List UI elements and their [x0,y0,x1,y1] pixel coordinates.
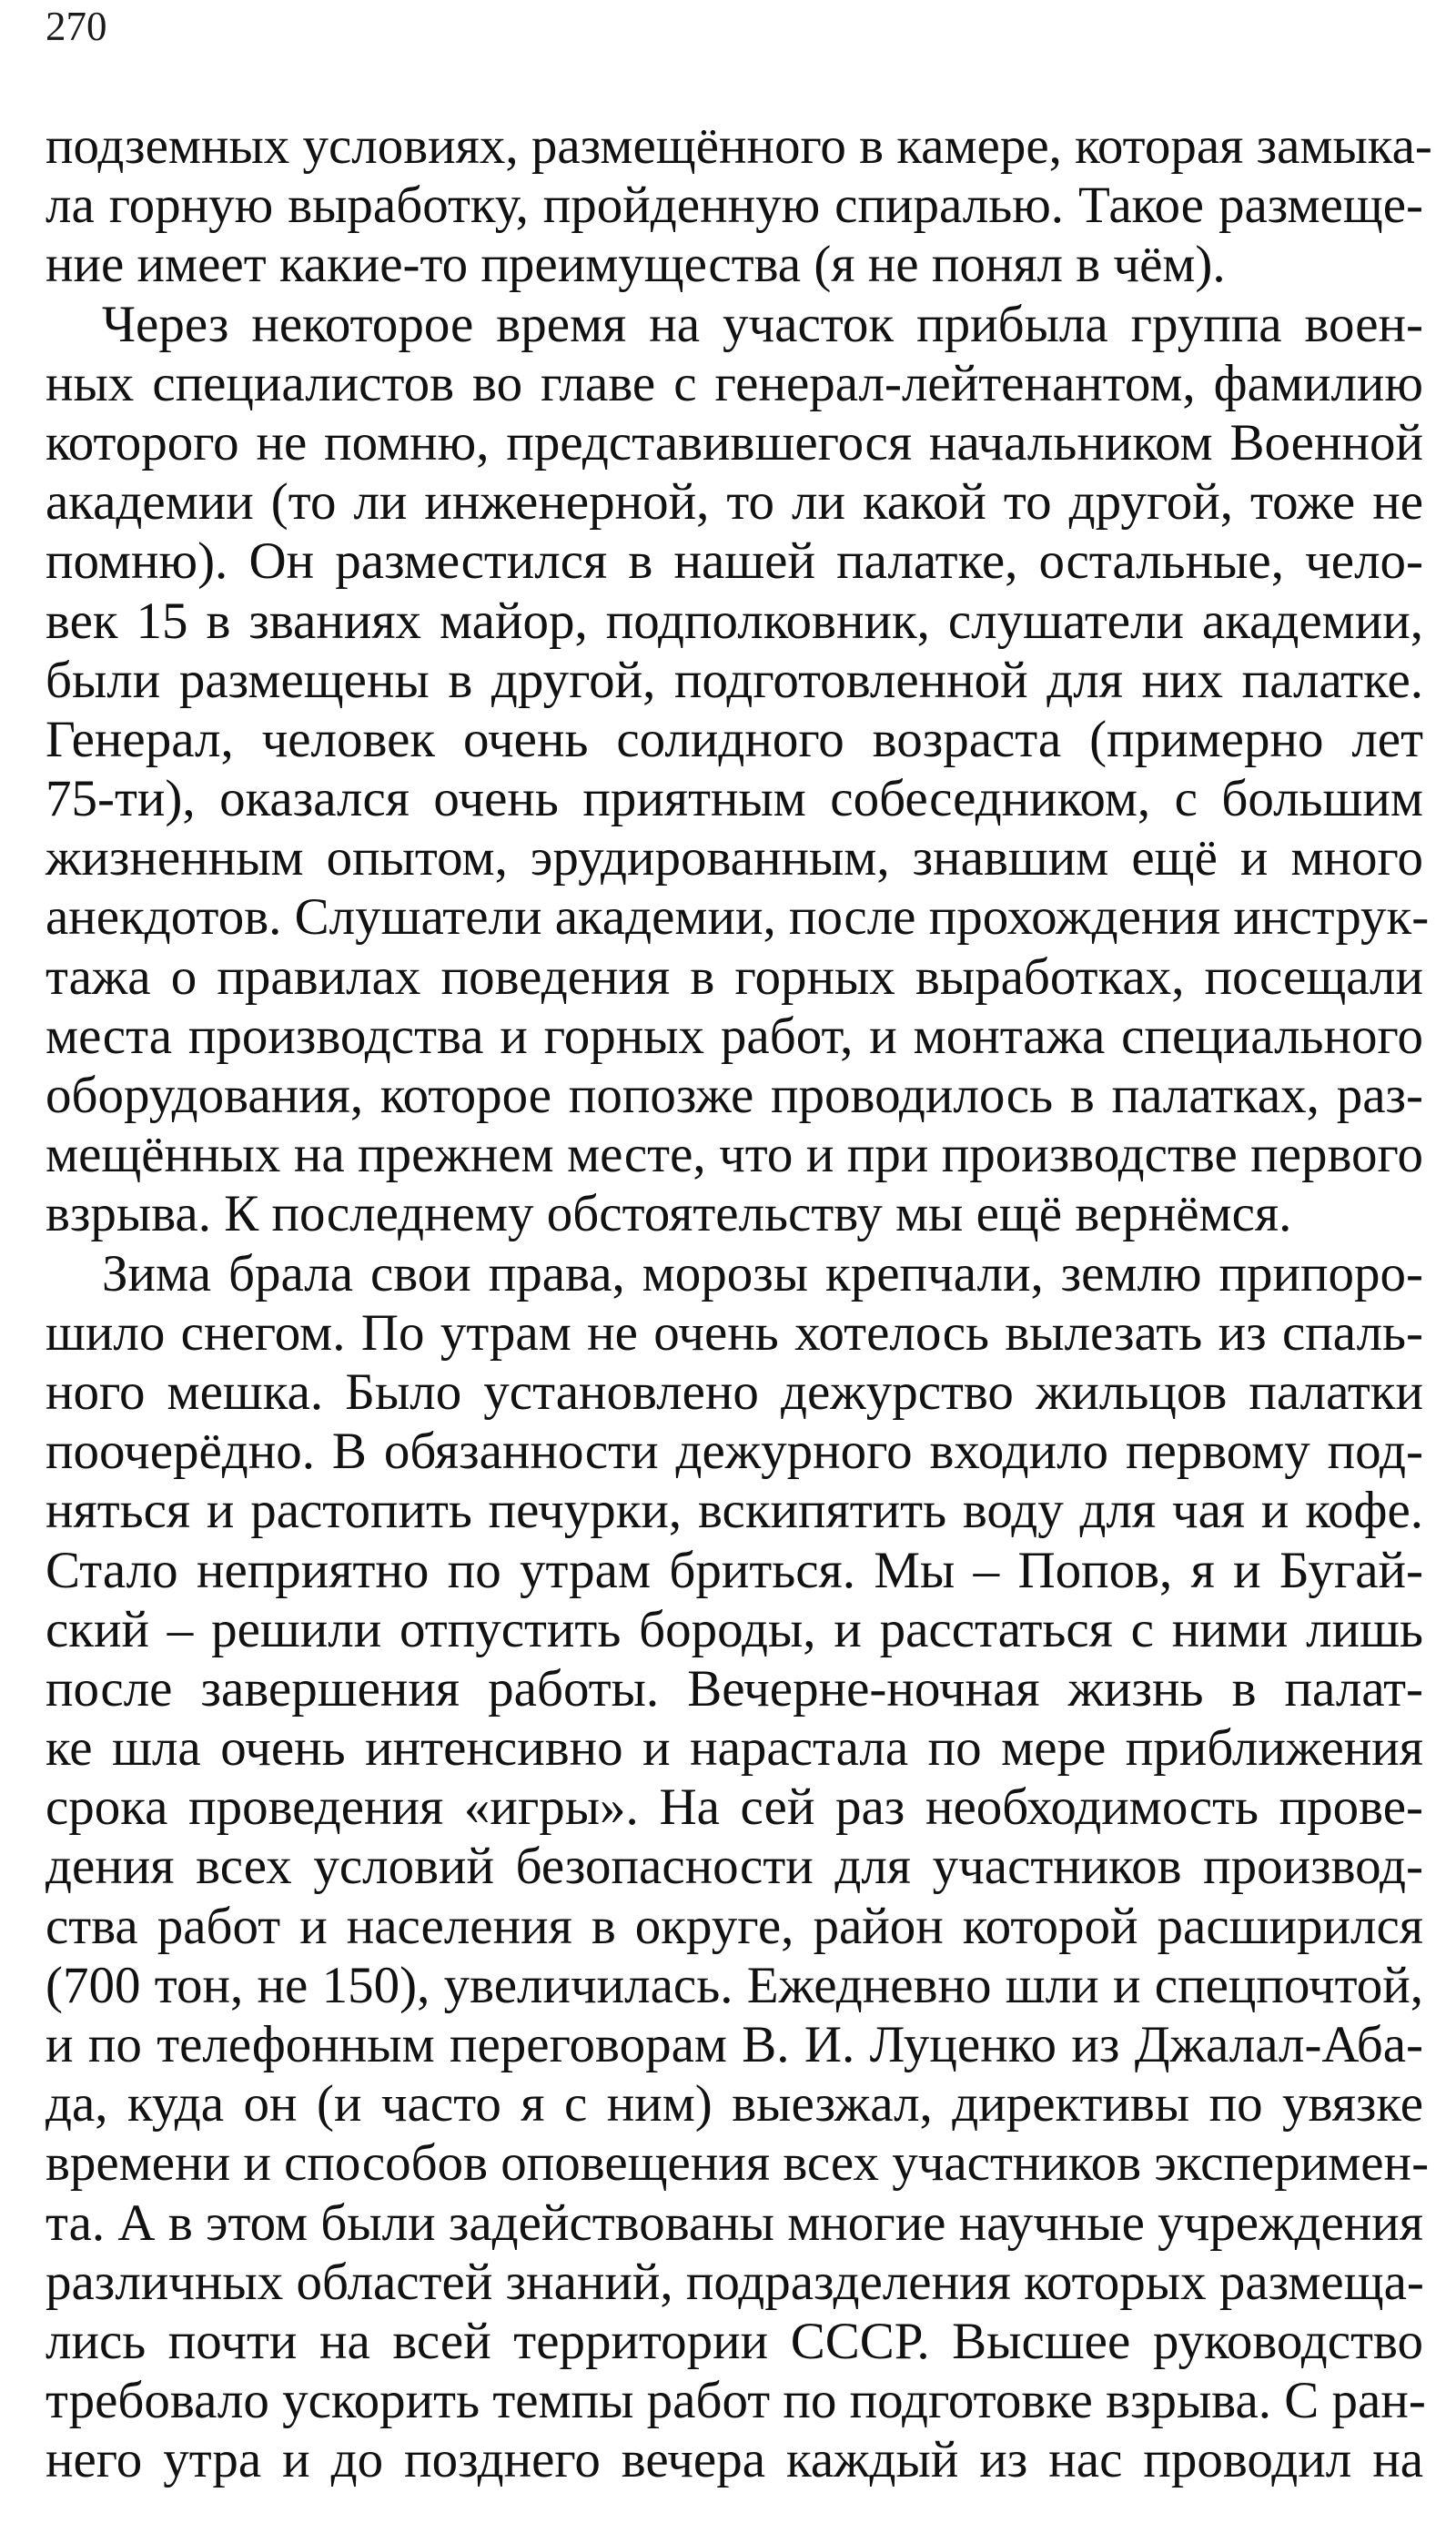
page-number: 270 [46,4,107,49]
text-line: подземных условиях, размещённого в камере, которая замыка- [46,117,1432,175]
text-line: взрыва. К последнему обстоятельству мы ещё вернёмся. [46,1185,1292,1243]
text-line: срока проведения «игры». На сей раз необходимость прове- [46,1778,1423,1837]
text-line: поочерёдно. В обязанности дежурного входило первому под- [46,1423,1423,1481]
text-line: 75-ти), оказался очень приятным собеседником, с большим [46,770,1423,828]
paragraph [46,1244,1430,2490]
text-line: ла горную выработку, пройденную спиралью. Такое размеще- [46,177,1423,235]
text-line: мещённых на прежнем месте, что и при производстве первого [46,1126,1423,1184]
text-line: ке шла очень интенсивно и нарастала по мере приближения [46,1719,1423,1778]
text-line: ние имеет какие-то преимущества (я не понял в чём). [46,236,1226,294]
text-line: ных специалистов во главе с генерал-лейтенантом, фамилию [46,354,1423,412]
text-line: век 15 в званиях майор, подполковник, слушатели академии, [46,592,1423,650]
text-line: дения всех условий безопасности для участников производ- [46,1838,1423,1896]
text-line: и по телефонным переговорам В. И. Луценко из Джалал-Аба- [46,2016,1423,2073]
text-line: ства работ и населения в округе, район которой расширился [46,1897,1423,1955]
text-line: тажа о правилах поведения в горных выработках, посещали [46,947,1423,1006]
text-line: няться и растопить печурки, вскипятить воду для чая и кофе. [46,1482,1423,1540]
text-line: та. А в этом были задействованы многие научные учреждения [46,2194,1424,2252]
text-line: требовало ускорить темпы работ по подготовке взрыва. С ран- [46,2372,1426,2430]
body-text [46,117,1432,2490]
paragraph [46,295,1430,1244]
text-line: после завершения работы. Вечерне-ночная жизнь в палат- [46,1659,1423,1717]
text-line: да, куда он (и часто я с ним) выезжал, директивы по увязке [46,2075,1423,2133]
text-line: ного мешка. Было установлено дежурство жильцов палатки [46,1363,1423,1421]
text-line: времени и способов оповещения всех участников эксперимен- [46,2134,1430,2193]
text-line: помню). Он разместился в нашей палатке, остальные, чело- [46,532,1423,591]
paragraph [46,117,1432,295]
text-line: Через некоторое время на участок прибыла группа воен- [102,295,1423,353]
text-line: Зима брала свои права, морозы крепчали, землю припоро- [102,1244,1423,1302]
text-line: Генерал, человек очень солидного возраста (примерно лет [46,710,1423,768]
text-line: жизненным опытом, эрудированным, знавшим ещё и много [46,829,1423,887]
text-line: различных областей знаний, подразделения которых размеща- [46,2253,1424,2311]
text-line: лись почти на всей территории СССР. Высшее руководство [46,2312,1423,2370]
text-line: которого не помню, представившегося начальником Военной [46,413,1423,471]
text-line: были размещены в другой, подготовленной для них палатке. [46,651,1423,709]
text-line: (700 тон, не 150), увеличилась. Ежедневно шли и спецпочтой, [46,1956,1423,2014]
text-line: академии (то ли инженерной, то ли какой то другой, тоже не [46,473,1423,532]
text-line: шило снегом. По утрам не очень хотелось вылезать из спаль- [46,1303,1423,1362]
text-line: места производства и горных работ, и монтажа специального [46,1007,1423,1065]
text-line: ский – решили отпустить бороды, и расстаться с ними лишь [46,1600,1423,1658]
text-line: оборудования, которое попозже проводилось в палатках, раз- [46,1067,1423,1124]
text-line: Стало неприятно по утрам бриться. Мы – Попов, я и Бугай- [46,1541,1423,1599]
text-line: него утра и до позднего вечера каждый из нас проводил на [46,2431,1423,2489]
text-line: анекдотов. Слушатели академии, после прохождения инструк- [46,888,1430,947]
